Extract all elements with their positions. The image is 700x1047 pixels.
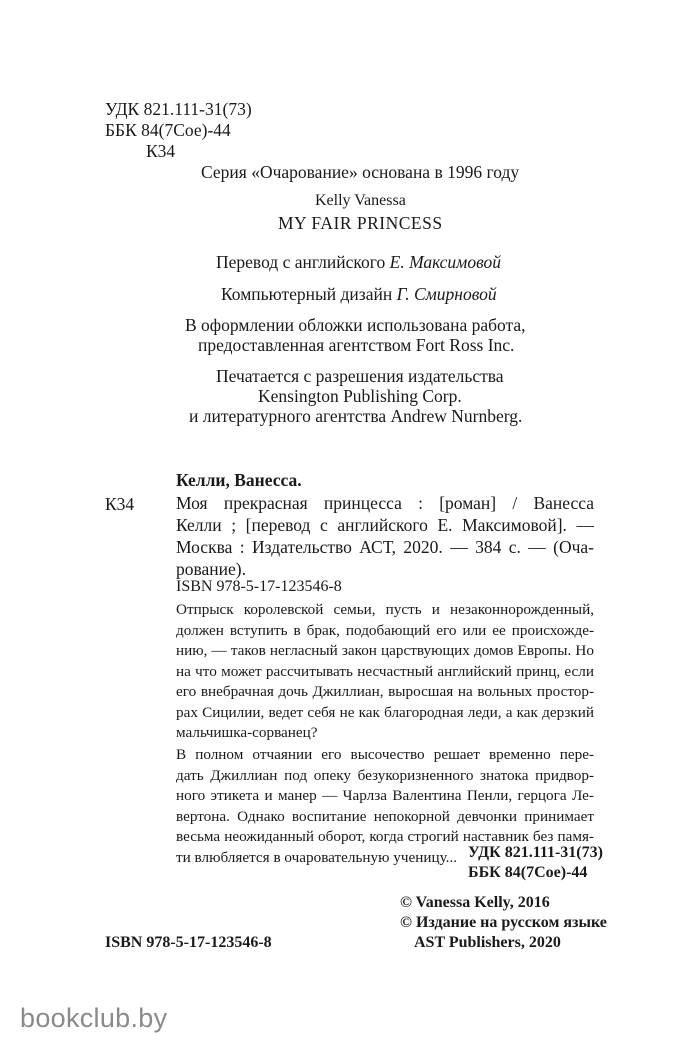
bottom-udk-code: УДК 821.111-31(73)	[468, 844, 603, 861]
catalog-entry-line: рование).	[176, 559, 246, 579]
catalog-heading: Келли, Ванесса.	[176, 470, 302, 490]
series-line: Серия «Очарование» основана в 1996 году	[201, 162, 520, 182]
annotation-line: мальчишка-сорванец?	[176, 724, 318, 741]
annotation-line: В полном отчаянии его высочество решает временно пере-	[176, 746, 594, 763]
cover-credit-line1: В оформлении обложки использована работа,	[185, 315, 526, 335]
bottom-bbk-code: ББК 84(7Сое)-44	[468, 864, 588, 881]
translation-label: Перевод с английского	[216, 252, 386, 272]
design-credit	[221, 284, 497, 305]
copyright-line3: AST Publishers, 2020	[414, 934, 561, 951]
catalog-entry	[176, 492, 594, 580]
site-watermark: bookclub.by	[20, 1003, 168, 1033]
udk-code: УДК 821.111-31(73)	[105, 99, 252, 119]
annotation-line: на что может рассчитывать несчастный английский принц, если	[176, 662, 594, 680]
designer-name: Г. Смирновой	[396, 284, 497, 304]
annotation-line: ного этикета и манер — Чарлза Валентина Пенли, герцога Ле-	[176, 787, 594, 804]
footer-isbn: ISBN 978-5-17-123546-8	[105, 934, 272, 951]
author-mark: К34	[146, 141, 176, 161]
translation-credit	[216, 252, 501, 273]
annotation-line: должен вступить в брак, подобающий его или ее происхожде-	[176, 621, 594, 639]
translator-name: Е. Максимовой	[389, 252, 501, 272]
annotation-line: дать Джиллиан под опеку безукоризненного знатока придвор-	[176, 766, 594, 784]
catalog-entry-line: Москва : Издательство АСТ, 2020. — 384 с. — (Оча-	[176, 537, 594, 557]
permission-line3: и литературного агентства Andrew Nurnberg.	[189, 406, 523, 426]
catalog-entry-line: Келли ; [перевод с английского Е. Максимовой]. —	[176, 515, 594, 535]
catalog-entry-line: Моя прекрасная принцесса : [роман] / Ванесса	[176, 493, 594, 513]
original-author: Kelly Vanessa	[315, 192, 406, 209]
permission-line2: Kensington Publishing Corp.	[258, 386, 462, 406]
copyright-line2: © Издание на русском языке	[400, 914, 607, 931]
annotation-line: нию, — таков негласный закон царствующих домов Европы. Но	[176, 642, 594, 659]
annotation-line: весьма неожиданный оборот, когда строгий наставник без памя-	[176, 828, 594, 845]
bbk-code: ББК 84(7Сое)-44	[105, 120, 231, 140]
original-title: MY FAIR PRINCESS	[278, 213, 443, 233]
catalog-mark: К34	[105, 494, 135, 514]
catalog-isbn: ISBN 978-5-17-123546-8	[176, 578, 342, 595]
design-label: Компьютерный дизайн	[221, 284, 393, 304]
annotation-line: ти влюбляется в очаровательную ученицу...	[176, 848, 458, 866]
permission-line1: Печатается с разрешения издательства	[216, 366, 504, 386]
copyright-line1: © Vanessa Kelly, 2016	[400, 894, 550, 911]
annotation-line: его внебрачная дочь Джиллиан, выросшая на вольных простор-	[176, 683, 594, 700]
annotation-line: Отпрыск королевской семьи, пусть и незаконнорожденный,	[176, 601, 594, 618]
cover-credit-line2: предоставленная агентством Fort Ross Inc.	[198, 335, 515, 355]
annotation-paragraph-1	[176, 601, 594, 745]
annotation-line: рах Сицилии, ведет себя не как благородная леди, а как дерзкий	[176, 703, 594, 721]
annotation-line: вертона. Однако воспитание непокорной девчонки принимает	[176, 807, 594, 825]
